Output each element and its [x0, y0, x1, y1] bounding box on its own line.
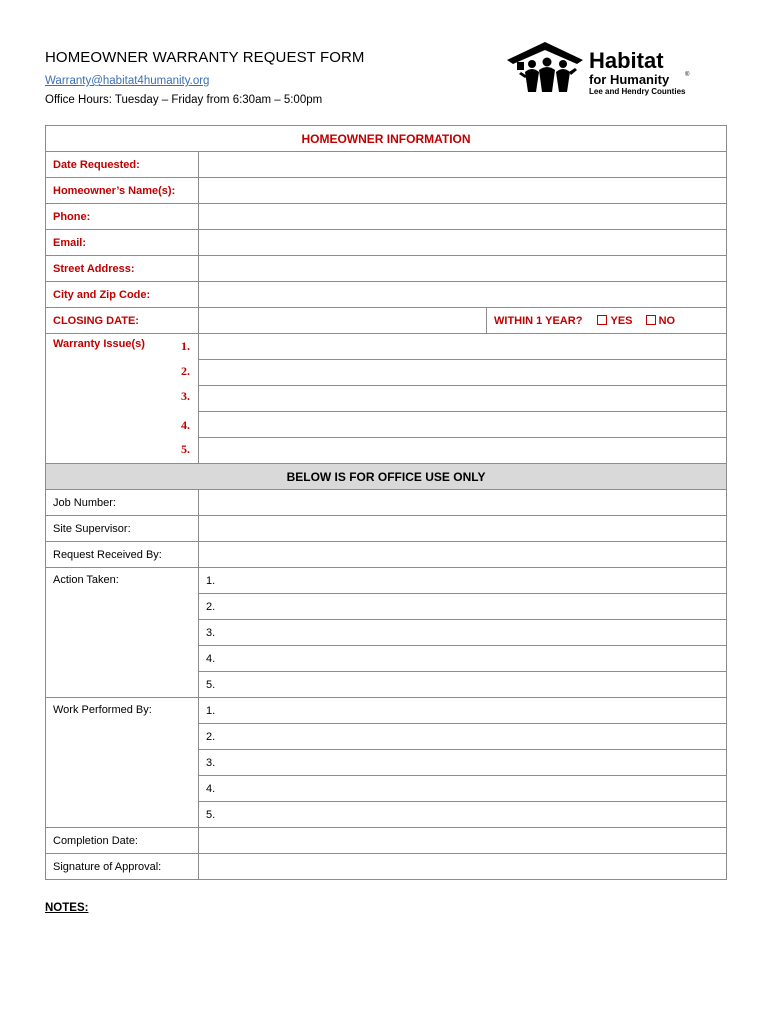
- action-number: 4.: [206, 652, 216, 665]
- warranty-issue-field-2[interactable]: [199, 360, 727, 386]
- action-taken-field-4[interactable]: [199, 646, 727, 672]
- warranty-issues-label-cell: [46, 334, 199, 464]
- work-number: 3.: [206, 756, 216, 769]
- work-performed-field-1[interactable]: [199, 698, 727, 724]
- work-performed-field-5[interactable]: [199, 802, 727, 828]
- completion-date-label: Completion Date:: [46, 828, 199, 854]
- completion-date-field[interactable]: [199, 828, 727, 854]
- logo-humanity-text: for Humanity: [589, 72, 670, 87]
- action-number: 3.: [206, 626, 216, 639]
- date-requested-field[interactable]: [199, 152, 727, 178]
- warranty-form-table: [45, 125, 727, 880]
- issue-number: 1.: [181, 339, 190, 353]
- within-year-cell: [487, 308, 727, 334]
- work-performed-field-3[interactable]: [199, 750, 727, 776]
- work-performed-field-4[interactable]: [199, 776, 727, 802]
- issue-number: 5.: [181, 442, 190, 456]
- work-number: 5.: [206, 808, 216, 821]
- action-number: 2.: [206, 600, 216, 613]
- date-requested-label: Date Requested:: [46, 152, 199, 178]
- phone-label: Phone:: [46, 204, 199, 230]
- signature-label: Signature of Approval:: [46, 854, 199, 880]
- work-performed-field-2[interactable]: [199, 724, 727, 750]
- habitat-logo: [505, 40, 695, 100]
- within-year-label: WITHIN 1 YEAR?: [494, 314, 583, 327]
- job-number-field[interactable]: [199, 490, 727, 516]
- form-header: [45, 48, 365, 108]
- homeowner-info-heading: HOMEOWNER INFORMATION: [46, 126, 727, 152]
- city-zip-field[interactable]: [199, 282, 727, 308]
- city-zip-label: City and Zip Code:: [46, 282, 199, 308]
- street-address-label: Street Address:: [46, 256, 199, 282]
- logo-registered-mark: ®: [685, 72, 690, 78]
- homeowner-name-field[interactable]: [199, 178, 727, 204]
- action-taken-label: Action Taken:: [46, 568, 199, 698]
- issue-number: 3.: [181, 389, 190, 403]
- closing-date-label: CLOSING DATE:: [46, 308, 199, 334]
- logo-counties-text: Lee and Hendry Counties: [589, 87, 686, 96]
- action-taken-field-5[interactable]: [199, 672, 727, 698]
- request-received-field[interactable]: [199, 542, 727, 568]
- warranty-issues-label: Warranty Issue(s): [53, 338, 145, 350]
- office-use-heading: BELOW IS FOR OFFICE USE ONLY: [46, 464, 727, 490]
- notes-label: NOTES:: [45, 902, 89, 914]
- action-number: 5.: [206, 678, 216, 691]
- work-performed-label: Work Performed By:: [46, 698, 199, 828]
- action-taken-field-3[interactable]: [199, 620, 727, 646]
- work-number: 2.: [206, 730, 216, 743]
- warranty-issue-field-5[interactable]: [199, 438, 727, 464]
- warranty-issue-field-1[interactable]: [199, 334, 727, 360]
- checkbox-icon[interactable]: [597, 315, 607, 325]
- habitat-house-logo-icon: [505, 42, 585, 94]
- warranty-issue-field-3[interactable]: [199, 386, 727, 412]
- warranty-issue-field-4[interactable]: [199, 412, 727, 438]
- signature-field[interactable]: [199, 854, 727, 880]
- job-number-label: Job Number:: [46, 490, 199, 516]
- issue-number: 4.: [181, 418, 190, 432]
- request-received-label: Request Received By:: [46, 542, 199, 568]
- logo-habitat-text: Habitat: [589, 48, 664, 73]
- email-field[interactable]: [199, 230, 727, 256]
- closing-date-field[interactable]: [199, 308, 487, 334]
- action-taken-field-2[interactable]: [199, 594, 727, 620]
- issue-number: 2.: [181, 364, 190, 378]
- work-number: 1.: [206, 704, 216, 717]
- work-number: 4.: [206, 782, 216, 795]
- phone-field[interactable]: [199, 204, 727, 230]
- site-supervisor-field[interactable]: [199, 516, 727, 542]
- no-option-label: NO: [658, 314, 676, 327]
- checkbox-icon[interactable]: [646, 315, 656, 325]
- warranty-email-link[interactable]: Warranty@habitat4humanity.org: [45, 75, 210, 87]
- email-label: Email:: [46, 230, 199, 256]
- site-supervisor-label: Site Supervisor:: [46, 516, 199, 542]
- homeowner-name-label: Homeowner’s Name(s):: [46, 178, 199, 204]
- action-taken-field-1[interactable]: [199, 568, 727, 594]
- form-title: HOMEOWNER WARRANTY REQUEST FORM: [45, 49, 365, 66]
- action-number: 1.: [206, 574, 216, 587]
- street-address-field[interactable]: [199, 256, 727, 282]
- office-hours: Office Hours: Tuesday – Friday from 6:30am – 5:00pm: [45, 94, 323, 106]
- yes-option-label: YES: [610, 314, 633, 327]
